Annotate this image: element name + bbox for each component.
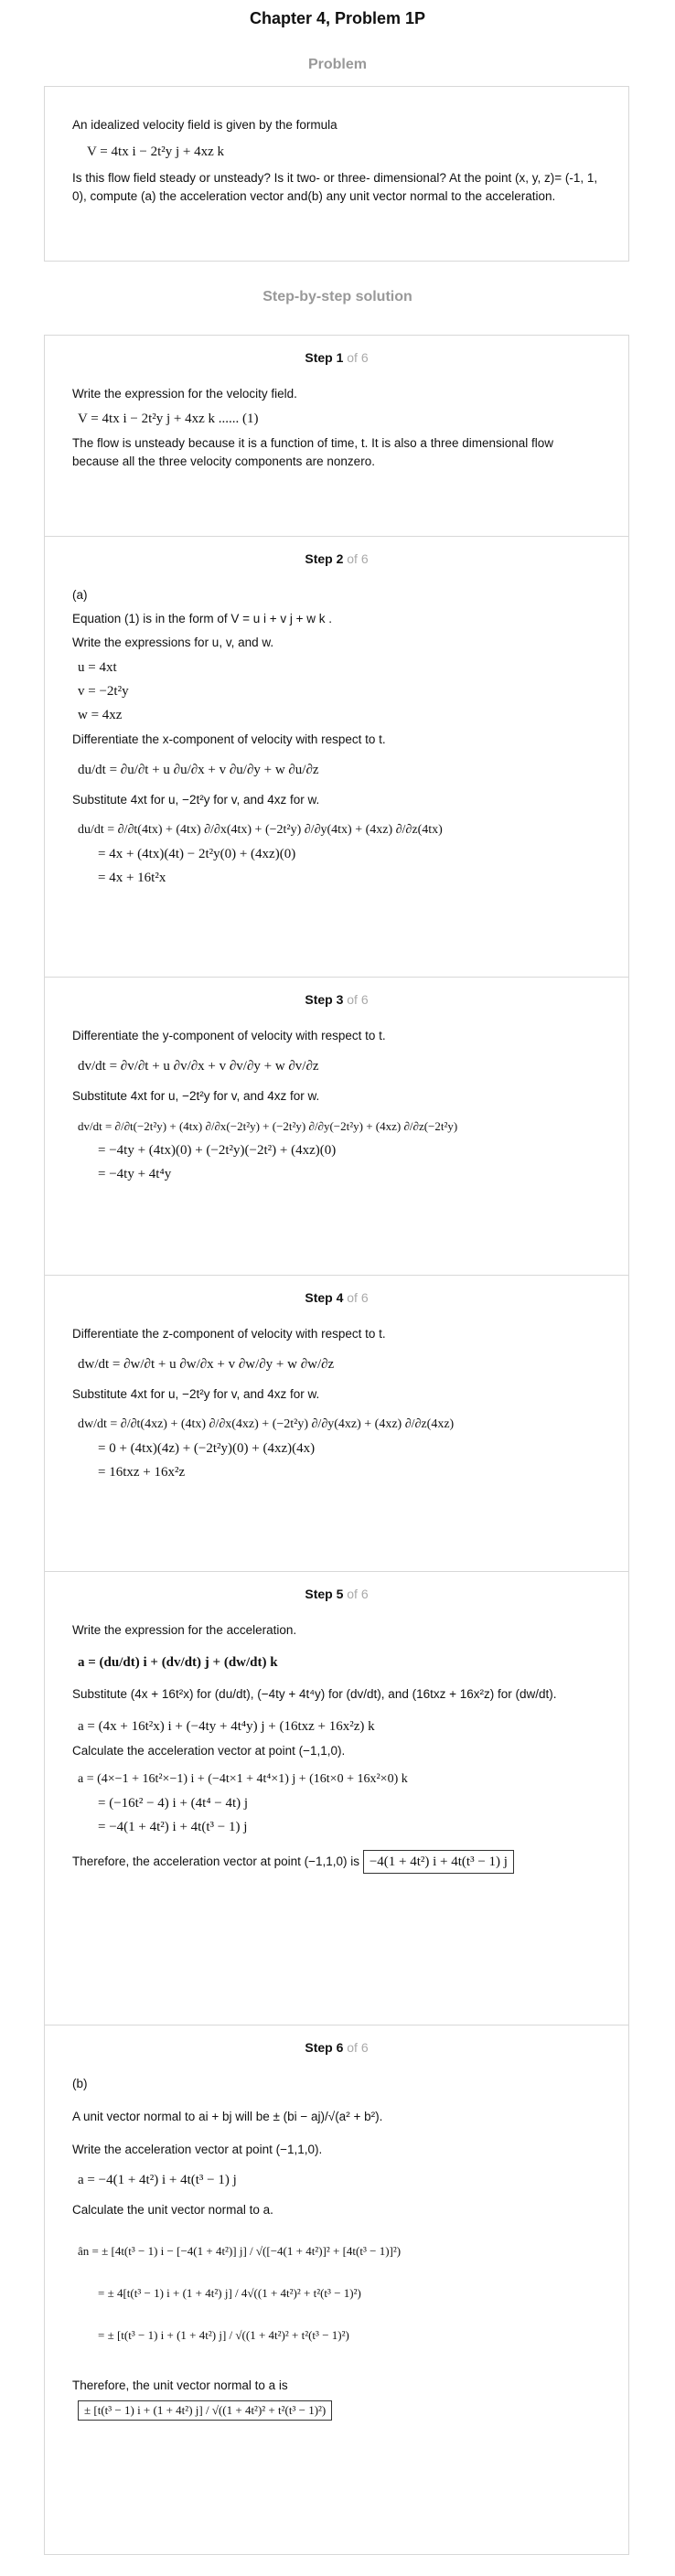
step-title: Step 3 of 6 (305, 992, 369, 1007)
equation: a = (4x + 16t²x) i + (−4ty + 4t⁴y) j + (16txz + 16x²z) k (78, 1719, 375, 1734)
equation: = −4ty + 4t⁴y (98, 1167, 172, 1181)
answer-box: ± [t(t³ − 1) i + (1 + 4t²) j] / √((1 + 4t²)² + t²(t³ − 1)²) (78, 2400, 332, 2421)
step-text: Write the expression for the velocity field. (72, 387, 297, 401)
equation: v = −2t²y (78, 684, 129, 699)
equation: = −4(1 + 4t²) i + 4t(t³ − 1) j (98, 1820, 248, 1834)
step-5 (45, 1572, 628, 2026)
problem-intro: An idealized velocity field is given by the formula (72, 118, 338, 132)
problem-formula: V = 4tx i − 2t²y j + 4xz k (87, 144, 225, 159)
step-title: Step 5 of 6 (305, 1587, 369, 1601)
equation: = 4x + (4tx)(4t) − 2t²y(0) + (4xz)(0) (98, 847, 296, 861)
step-text: Equation (1) is in the form of V = u i + v j + w k . (72, 612, 333, 625)
step-6 (45, 2026, 628, 2556)
step-text: (a) (72, 588, 88, 602)
step-text: Substitute 4xt for u, −2t²y for v, and 4xz for w. (72, 793, 320, 807)
step-text: Differentiate the x-component of velocity with respect to t. (72, 732, 386, 746)
solution-steps (44, 335, 629, 2555)
step-text: Write the acceleration vector at point (−1,1,0). (72, 2143, 323, 2156)
equation: = 16txz + 16x²z (98, 1465, 186, 1480)
velocity-equation: V = 4tx i − 2t²y j + 4xz k ...... (1) (78, 412, 259, 426)
step-text: Differentiate the y-component of velocity with respect to t. (72, 1029, 386, 1042)
solution-heading: Step-by-step solution (262, 289, 412, 305)
problem-question: Is this flow field steady or unsteady? Is it two- or three- dimensional? At the point (x, y, z)= (-1, 1, 0), compute (a) the acceleration vector and(b) any unit vector normal to the acceleration. (72, 171, 598, 203)
step-title: Step 6 of 6 (305, 2040, 369, 2055)
step-text: Differentiate the z-component of velocity with respect to t. (72, 1327, 386, 1341)
equation: dv/dt = ∂/∂t(−2t²y) + (4tx) ∂/∂x(−2t²y) + (−2t²y) ∂/∂y(−2t²y) + (4xz) ∂/∂z(−2t²y) (78, 1119, 458, 1133)
equation: = ± [t(t³ − 1) i + (1 + 4t²) j] / √((1 + 4t²)² + t²(t³ − 1)²) (98, 2328, 349, 2342)
equation: dw/dt = ∂w/∂t + u ∂w/∂x + v ∂w/∂y + w ∂w/∂z (78, 1357, 335, 1372)
equation: = 4x + 16t²x (98, 871, 166, 885)
equation: u = 4xt (78, 660, 117, 675)
step-4 (45, 1276, 628, 1572)
equation: w = 4xz (78, 708, 123, 722)
equation: du/dt = ∂u/∂t + u ∂u/∂x + v ∂u/∂y + w ∂u/∂z (78, 763, 319, 777)
step-title: Step 1 of 6 (305, 350, 369, 365)
problem-box (44, 86, 629, 262)
step-text: A unit vector normal to ai + bj will be ± (bi − aj)/√(a² + b²). (72, 2110, 383, 2123)
step-text: The flow is unsteady because it is a function of time, t. It is also a three dimensional flow because all the three velocity components are nonzero. (72, 436, 554, 468)
step-title: Step 4 of 6 (305, 1290, 369, 1305)
equation: ân = ± [4t(t³ − 1) i − [−4(1 + 4t²)] j] / √([−4(1 + 4t²)]² + [4t(t³ − 1)]²) (78, 2244, 402, 2258)
equation: = (−16t² − 4) i + (4t⁴ − 4t) j (98, 1796, 249, 1811)
equation: dv/dt = ∂v/∂t + u ∂v/∂x + v ∂v/∂y + w ∂v/∂z (78, 1059, 319, 1074)
step-text: Therefore, the acceleration vector at point (−1,1,0) is −4(1 + 4t²) i + 4t(t³ − 1) j (72, 1850, 601, 1874)
step-text: Write the expressions for u, v, and w. (72, 636, 274, 649)
equation: = −4ty + (4tx)(0) + (−2t²y)(−2t²) + (4xz)(0) (98, 1143, 337, 1158)
page-title: Chapter 4, Problem 1P (249, 9, 426, 27)
problem-heading: Problem (307, 57, 367, 72)
equation: = 0 + (4tx)(4z) + (−2t²y)(0) + (4xz)(4x) (98, 1441, 316, 1456)
equation: a = (du/dt) i + (dv/dt) j + (dw/dt) k (78, 1655, 278, 1670)
step-text: Therefore, the unit vector normal to a is (72, 2378, 288, 2392)
step-2 (45, 537, 628, 978)
equation: dw/dt = ∂/∂t(4xz) + (4tx) ∂/∂x(4xz) + (−2t²y) ∂/∂y(4xz) + (4xz) ∂/∂z(4xz) (78, 1417, 455, 1431)
step-title: Step 2 of 6 (305, 551, 369, 566)
equation: a = −4(1 + 4t²) i + 4t(t³ − 1) j (78, 2173, 237, 2187)
step-1 (45, 336, 628, 537)
equation: du/dt = ∂/∂t(4tx) + (4tx) ∂/∂x(4tx) + (−2t²y) ∂/∂y(4tx) + (4xz) ∂/∂z(4tx) (78, 823, 443, 837)
answer-box: −4(1 + 4t²) i + 4t(t³ − 1) j (363, 1850, 514, 1874)
step-text: Calculate the acceleration vector at point (−1,1,0). (72, 1744, 346, 1758)
step-text: Substitute 4xt for u, −2t²y for v, and 4xz for w. (72, 1089, 320, 1103)
step-text: Write the expression for the acceleration. (72, 1623, 297, 1637)
step-3 (45, 978, 628, 1276)
equation: a = (4×−1 + 16t²×−1) i + (−4t×1 + 4t⁴×1) j + (16t×0 + 16x²×0) k (78, 1772, 408, 1786)
equation: = ± 4[t(t³ − 1) i + (1 + 4t²) j] / 4√((1 + 4t²)² + t²(t³ − 1)²) (98, 2286, 361, 2300)
step-text: Substitute 4xt for u, −2t²y for v, and 4xz for w. (72, 1387, 320, 1401)
step-text: Calculate the unit vector normal to a. (72, 2203, 273, 2217)
step-text: (b) (72, 2077, 88, 2090)
step-text: Substitute (4x + 16t²x) for (du/dt), (−4ty + 4t⁴y) for (dv/dt), and (16txz + 16x²z) for (dw/dt). (72, 1687, 557, 1701)
